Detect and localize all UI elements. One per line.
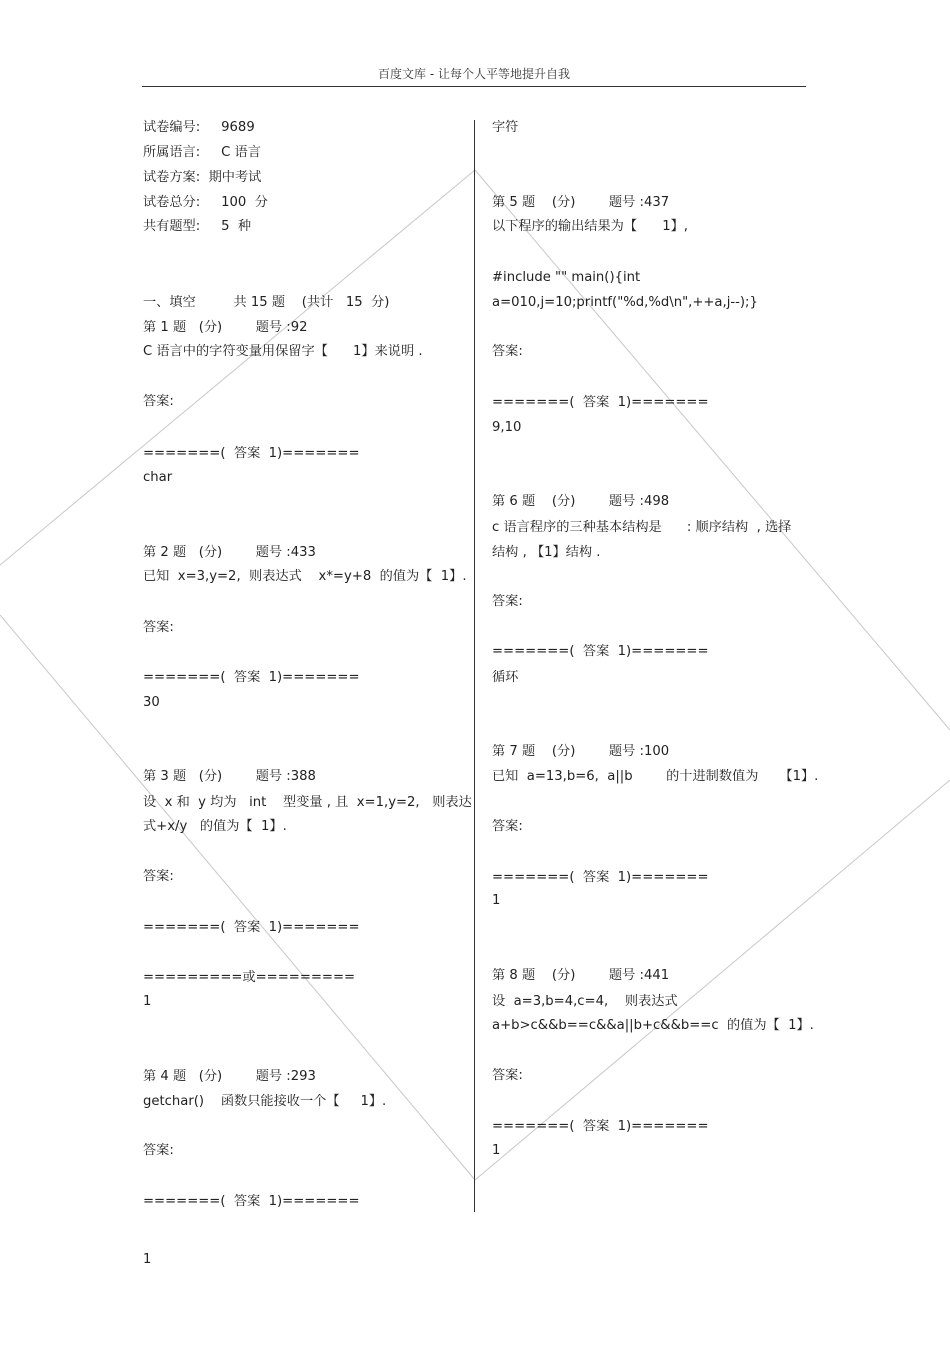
text-line: =========或========= [143, 970, 356, 985]
text-line: 所属语言: C 语言 [143, 145, 261, 160]
text-line: 试卷编号: 9689 [143, 120, 255, 135]
text-line: 答案: [143, 394, 174, 409]
text-line: 共有题型: 5 种 [143, 219, 252, 234]
text-line: C 语言中的字符变量用保留字【 1】来说明 . [143, 344, 423, 359]
text-line: 答案: [143, 620, 174, 635]
text-line: char [143, 470, 173, 485]
text-line: =======( 答案 1)======= [492, 1119, 709, 1134]
text-line: 9,10 [492, 420, 522, 435]
text-line: 第 6 题 (分) 题号 :498 [492, 494, 670, 509]
text-line: a+b>c&&b==c&&a||b+c&&b==c 的值为【 1】. [492, 1018, 814, 1033]
text-line: 一、填空 共 15 题 (共计 15 分) [143, 295, 390, 310]
text-line: 第 5 题 (分) 题号 :437 [492, 195, 670, 210]
text-line: 答案: [492, 344, 523, 359]
text-line: 以下程序的输出结果为【 1】, [492, 219, 688, 234]
text-line: #include "" main(){int [492, 270, 641, 285]
text-line: 第 2 题 (分) 题号 :433 [143, 545, 316, 560]
text-line: 1 [492, 1143, 501, 1158]
text-line: 答案: [492, 819, 523, 834]
text-line: =======( 答案 1)======= [492, 644, 709, 659]
text-line: 式+x/y 的值为【 1】. [143, 819, 287, 834]
text-line: 试卷总分: 100 分 [143, 195, 268, 210]
text-line: 30 [143, 695, 160, 710]
text-line: =======( 答案 1)======= [492, 870, 709, 885]
text-line: 设 a=3,b=4,c=4, 则表达式 [492, 994, 678, 1009]
text-line: =======( 答案 1)======= [143, 446, 360, 461]
text-line: 字符 [492, 120, 519, 135]
text-line: 答案: [143, 1143, 174, 1158]
text-line: 已知 a=13,b=6, a||b 的十进制数值为 【1】. [492, 769, 819, 784]
text-line: 试卷方案: 期中考试 [143, 170, 262, 185]
text-line: =======( 答案 1)======= [143, 1194, 360, 1209]
text-line: 循环 [492, 670, 519, 685]
page-header: 百度文库 - 让每个人平等地提升自我 [142, 62, 806, 87]
text-line: =======( 答案 1)======= [143, 670, 360, 685]
text-line: 答案: [143, 869, 174, 884]
page-number: 1 [143, 1252, 152, 1267]
text-line: =======( 答案 1)======= [492, 395, 709, 410]
text-line: 设 x 和 y 均为 int 型变量 , 且 x=1,y=2, 则表达 [143, 795, 472, 810]
text-line: c 语言程序的三种基本结构是 : 顺序结构 , 选择 [492, 520, 792, 535]
text-line: getchar() 函数只能接收一个【 1】. [143, 1094, 387, 1109]
text-line: 第 8 题 (分) 题号 :441 [492, 968, 670, 983]
text-line: 1 [143, 994, 152, 1009]
text-line: 已知 x=3,y=2, 则表达式 x*=y+8 的值为【 1】. [143, 569, 467, 584]
text-line: 答案: [492, 594, 523, 609]
text-line: 第 3 题 (分) 题号 :388 [143, 769, 316, 784]
text-line: 第 4 题 (分) 题号 :293 [143, 1069, 316, 1084]
text-line: a=010,j=10;printf("%d,%d\n",++a,j--);} [492, 295, 758, 310]
text-line: 第 7 题 (分) 题号 :100 [492, 744, 670, 759]
text-line: 结构 , 【1】结构 . [492, 545, 601, 560]
column-divider [474, 120, 475, 1212]
text-line: 1 [492, 893, 501, 908]
text-line: 答案: [492, 1068, 523, 1083]
text-line: 第 1 题 (分) 题号 :92 [143, 320, 308, 335]
text-line: =======( 答案 1)======= [143, 920, 360, 935]
